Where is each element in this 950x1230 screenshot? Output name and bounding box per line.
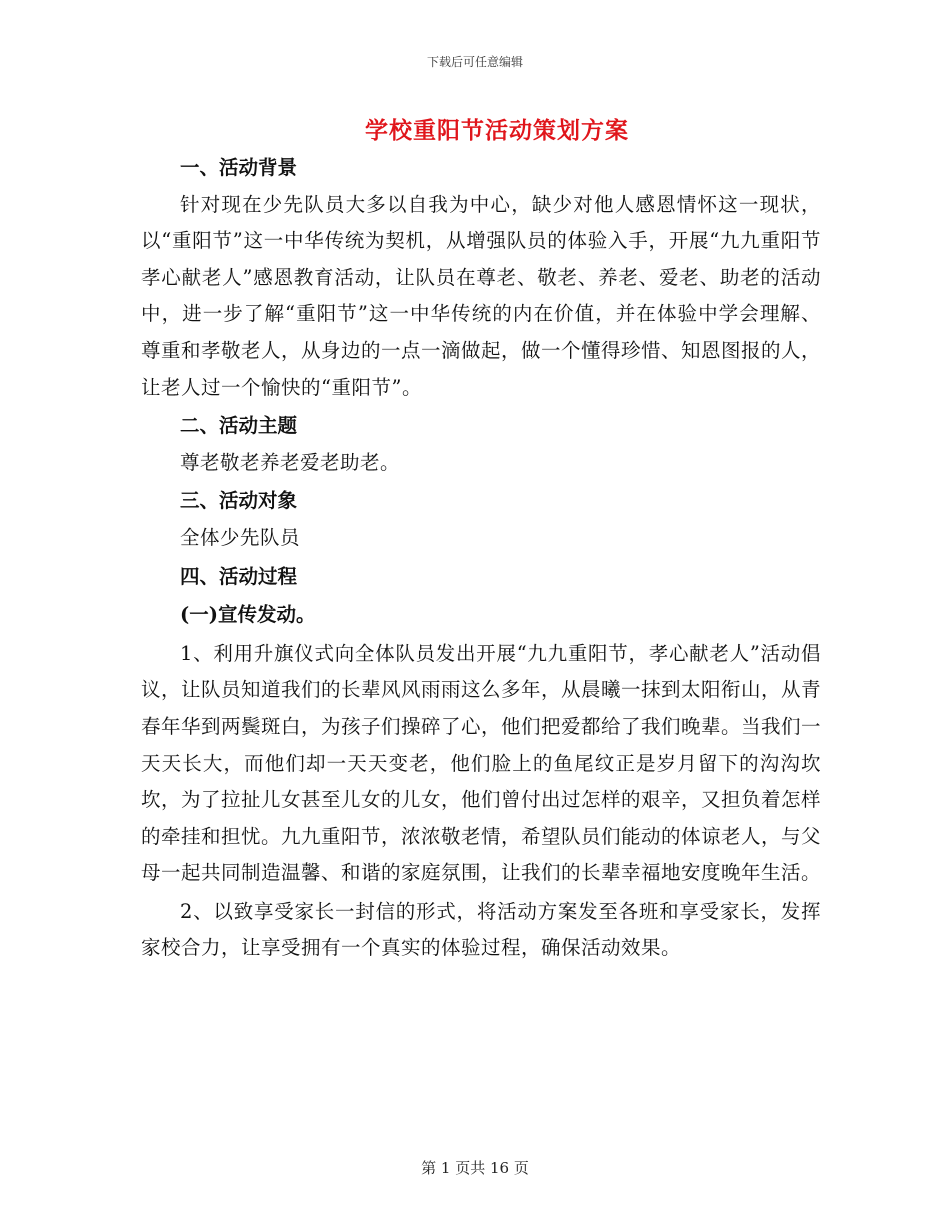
section-heading-target: 三、活动对象 bbox=[180, 489, 298, 513]
header-note: 下载后可任意编辑 bbox=[426, 55, 523, 69]
section-heading-process: 四、活动过程 bbox=[180, 564, 298, 588]
document-body bbox=[141, 150, 821, 967]
paragraph-process-2: 2、以致享受家长一封信的形式，将活动方案发至各班和享受家长，发挥家校合力，让享受拥有一个真实的体验过程，确保活动效果。 bbox=[141, 899, 821, 960]
paragraph-theme: 尊老敬老养老爱老助老。 bbox=[180, 450, 401, 474]
document-title: 学校重阳节活动策划方案 bbox=[365, 117, 629, 144]
paragraph-target: 全体少先队员 bbox=[180, 525, 301, 549]
paragraph-process-1: 1、利用升旗仪式向全体队员发出开展“九九重阳节，孝心献老人”活动倡议，让队员知道我们的长辈风风雨雨这么多年，从晨曦一抹到太阳衔山，从青春年华到两鬓斑白，为孩子们操碎了心，他们把爱都给了我们晚辈。当我们一天天长大，而他们却一天天变老，他们脸上的鱼尾纹正是岁月留下的沟沟坎坎，为了拉扯儿女甚至儿女的儿女，他们曾付出过怎样的艰辛，又担负着怎样的牵挂和担忧。九九重阳节，浓浓敬老情，希望队员们能动的体谅老人，与父母一起共同制造温馨、和谐的家庭氛围，让我们的长辈幸福地安度晚年生活。 bbox=[141, 641, 822, 885]
paragraph-background: 针对现在少先队员大多以自我为中心，缺少对他人感恩情怀这一现状，以“重阳节”这一中华传统为契机，从增强队员的体验入手，开展“九九重阳节孝心献老人”感恩教育活动，让队员在尊老、敬老、养老、爱老、助老的活动中，进一步了解“重阳节”这一中华传统的内在价值，并在体验中学会理解、尊重和孝敬老人，从身边的一点一滴做起，做一个懂得珍惜、知恩图报的人，让老人过一个愉快的“重阳节”。 bbox=[141, 192, 822, 399]
section-heading-theme: 二、活动主题 bbox=[180, 414, 298, 438]
subsection-heading-publicity: (一)宣传发动。 bbox=[180, 603, 316, 627]
section-heading-background: 一、活动背景 bbox=[180, 156, 298, 179]
page-footer: 第 1 页共 16 页 bbox=[421, 1159, 529, 1177]
